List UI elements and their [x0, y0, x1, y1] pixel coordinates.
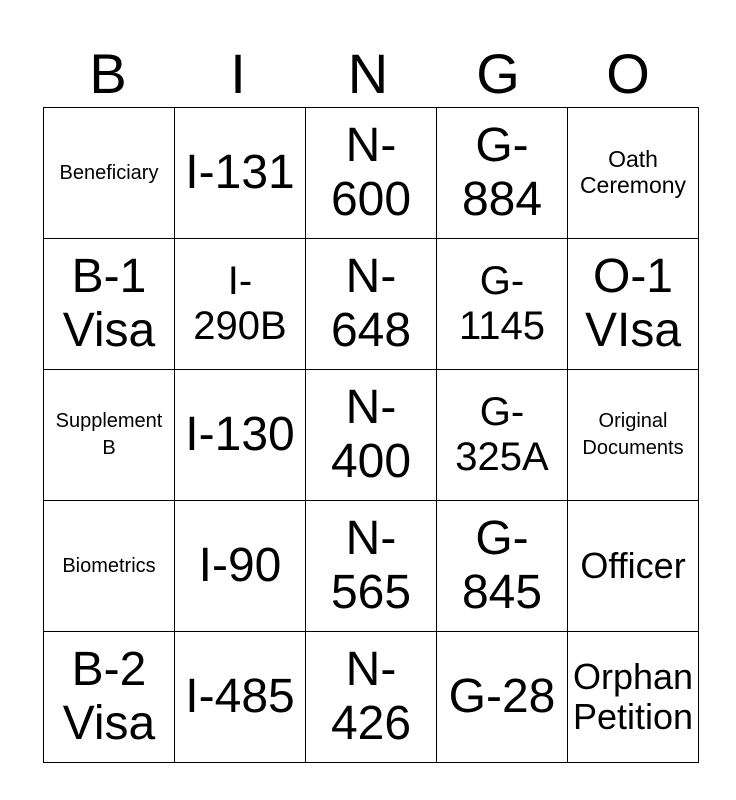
bingo-cell[interactable] — [306, 370, 437, 501]
bingo-cell-text: Visa — [62, 697, 156, 750]
bingo-cell-text: Beneficiary — [59, 161, 159, 184]
bingo-header — [43, 40, 693, 108]
bingo-cell-text: Officer — [580, 544, 686, 586]
bingo-cell-text: G-28 — [448, 670, 556, 724]
bingo-cell-text: N- — [345, 119, 397, 173]
bingo-cell-text: Biometrics — [62, 554, 156, 577]
bingo-cell-text: I-130 — [185, 408, 295, 462]
bingo-cell[interactable] — [568, 632, 699, 763]
bingo-cell-text: 400 — [330, 435, 412, 488]
bingo-cell[interactable] — [568, 501, 699, 632]
bingo-cell[interactable] — [175, 108, 306, 239]
bingo-row — [44, 370, 699, 501]
bingo-cell-text: 648 — [330, 304, 412, 357]
bingo-cell-text: Ceremony — [579, 172, 687, 198]
bingo-cell[interactable] — [175, 632, 306, 763]
bingo-cell[interactable] — [44, 501, 175, 632]
bingo-cell-text: I-485 — [185, 670, 295, 724]
bingo-cell-text: 325A — [455, 435, 549, 479]
bingo-cell[interactable] — [437, 108, 568, 239]
bingo-cell[interactable] — [175, 501, 306, 632]
bingo-cell[interactable] — [44, 239, 175, 370]
bingo-cell[interactable] — [175, 370, 306, 501]
bingo-cell-text: N- — [345, 643, 397, 697]
bingo-cell-text: O-1 — [592, 250, 673, 304]
bingo-cell-text: Petition — [572, 696, 694, 737]
bingo-cell-text: 426 — [330, 697, 412, 750]
bingo-cell[interactable] — [437, 632, 568, 763]
bingo-cell[interactable] — [44, 370, 175, 501]
bingo-cell[interactable] — [437, 501, 568, 632]
bingo-cell-text: Visa — [62, 304, 156, 357]
bingo-grid — [43, 107, 699, 763]
bingo-cell[interactable] — [44, 632, 175, 763]
bingo-cell-text: I-90 — [198, 539, 282, 593]
bingo-cell[interactable] — [306, 501, 437, 632]
bingo-cell[interactable] — [44, 108, 175, 239]
bingo-cell[interactable] — [437, 239, 568, 370]
bingo-cell[interactable] — [306, 108, 437, 239]
bingo-cell-text: Orphan — [572, 655, 694, 697]
header-letter-g: G — [476, 42, 520, 105]
bingo-cell-text: G- — [479, 259, 525, 304]
header-letter-b: B — [89, 42, 127, 105]
bingo-cell-text: G- — [475, 119, 529, 173]
bingo-cell-text: Documents — [582, 437, 684, 459]
bingo-row — [44, 239, 699, 370]
bingo-cell-text: VIsa — [584, 304, 682, 357]
bingo-cell-text: G- — [479, 390, 525, 435]
bingo-cell[interactable] — [175, 239, 306, 370]
bingo-row — [44, 632, 699, 763]
bingo-row — [44, 108, 699, 239]
bingo-cell-text: I-131 — [185, 146, 295, 200]
bingo-cell-text: B-1 — [71, 250, 147, 304]
bingo-cell-text: N- — [345, 250, 397, 304]
bingo-cell-text: 290B — [193, 304, 287, 348]
bingo-cell-text: B — [102, 437, 116, 459]
bingo-cell-text: Supplement — [55, 410, 163, 432]
bingo-cell-text: G- — [475, 512, 529, 566]
bingo-cell-text: 1145 — [458, 304, 545, 348]
bingo-cell[interactable] — [306, 632, 437, 763]
bingo-cell-text: Oath — [608, 146, 658, 173]
bingo-cell-text: I- — [227, 259, 253, 304]
bingo-cell[interactable] — [568, 108, 699, 239]
bingo-cell-text: 884 — [461, 173, 543, 226]
bingo-cell[interactable] — [568, 370, 699, 501]
bingo-cell[interactable] — [437, 370, 568, 501]
bingo-cell[interactable] — [306, 239, 437, 370]
bingo-cell-text: 565 — [330, 566, 412, 619]
header-letter-n: N — [347, 42, 389, 105]
bingo-cell-text: 600 — [330, 173, 412, 226]
bingo-cell-text: 845 — [461, 566, 543, 619]
header-letter-i: I — [230, 42, 246, 105]
bingo-cell-text: B-2 — [71, 643, 147, 697]
bingo-cell-text: N- — [345, 512, 397, 566]
bingo-cell-text: Original — [598, 410, 668, 432]
header-letter-o: O — [606, 42, 650, 105]
bingo-cell[interactable] — [568, 239, 699, 370]
bingo-cell-text: N- — [345, 381, 397, 435]
bingo-row — [44, 501, 699, 632]
